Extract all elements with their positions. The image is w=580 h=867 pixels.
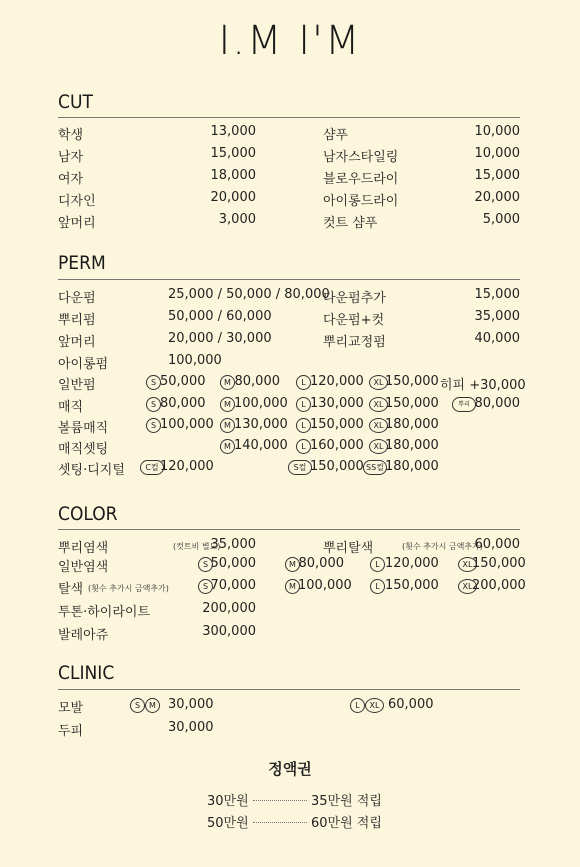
perm-extra-price: 80,000 xyxy=(474,396,520,411)
cut-item-name: 남자 xyxy=(58,150,84,165)
perm-price-m: 80,000 xyxy=(234,374,280,389)
perm-item-name: 뿌리펌 xyxy=(58,313,96,328)
perm-price: 120,000 xyxy=(160,459,214,474)
prepaid-get: 60만원 적립 xyxy=(311,816,382,831)
perm-price: 150,000 xyxy=(310,459,364,474)
color-item-name: 일반염색 xyxy=(58,560,109,575)
perm-price: 180,000 xyxy=(385,459,439,474)
size-m-badge: M xyxy=(145,698,160,713)
cut-item-price: 10,000 xyxy=(474,124,520,139)
cut-item-name: 학생 xyxy=(58,128,84,143)
c-curl-badge: C컬 xyxy=(140,460,164,475)
size-xl-badge: XL xyxy=(369,375,388,390)
cut-item-price: 18,000 xyxy=(210,168,256,183)
perm-item-name: 뿌리교정펌 xyxy=(323,335,386,350)
perm-price-s: 100,000 xyxy=(160,417,214,432)
ss-curl-badge: SS컬 xyxy=(363,460,387,475)
color-note: (횟수 추가시 금액추가) xyxy=(88,584,169,593)
perm-price-xl: 180,000 xyxy=(385,417,439,432)
color-price-m: 80,000 xyxy=(298,556,344,571)
perm-item-price: 20,000 / 30,000 xyxy=(168,331,272,346)
color-price-xl: 200,000 xyxy=(472,578,526,593)
prepaid-title: 정액권 xyxy=(268,760,312,778)
perm-item-name: 앞머리 xyxy=(58,335,96,350)
perm-price-s: 50,000 xyxy=(160,374,206,389)
s-curl-badge: S컬 xyxy=(288,460,312,475)
cut-item-price: 15,000 xyxy=(474,168,520,183)
color-note: (횟수 추가시 금액추가) xyxy=(402,542,483,551)
cut-item-price: 13,000 xyxy=(210,124,256,139)
perm-price-m: 100,000 xyxy=(234,396,288,411)
size-l-badge: L xyxy=(296,375,311,390)
perm-item-name: 다운펌+컷 xyxy=(323,313,385,328)
color-note: (컷트비 별도) xyxy=(173,542,221,551)
size-l-badge: L xyxy=(296,418,311,433)
cut-item-name: 남자스타일링 xyxy=(323,150,399,165)
perm-item-price: 35,000 xyxy=(474,309,520,324)
size-s-badge: S xyxy=(146,375,161,390)
color-item-name: 탈색 xyxy=(58,582,84,597)
perm-item-name: 다운펌 xyxy=(58,291,96,306)
perm-price-l: 130,000 xyxy=(310,396,364,411)
color-item-name: 뿌리탈색 xyxy=(323,541,374,556)
clinic-price: 60,000 xyxy=(388,697,434,712)
size-xl-badge: XL xyxy=(369,418,388,433)
perm-item-name: 매직셋팅 xyxy=(58,442,109,457)
cut-item-price: 15,000 xyxy=(210,146,256,161)
perm-price-m: 130,000 xyxy=(234,417,288,432)
prepaid-pay: 30만원 xyxy=(207,794,249,809)
clinic-item-name: 모발 xyxy=(58,701,84,716)
clinic-price: 30,000 xyxy=(168,697,214,712)
cut-item-price: 5,000 xyxy=(482,212,520,227)
perm-item-price: 25,000 / 50,000 / 80,000 xyxy=(168,287,330,302)
section-title-cut: CUT xyxy=(58,91,93,113)
cut-item-name: 여자 xyxy=(58,172,84,187)
color-price-s: 50,000 xyxy=(210,556,256,571)
perm-item-price: 40,000 xyxy=(474,331,520,346)
size-l-badge: L xyxy=(296,397,311,412)
cut-item-name: 앞머리 xyxy=(58,216,96,231)
section-title-clinic: CLINIC xyxy=(58,662,115,684)
size-xl-badge: XL xyxy=(458,557,477,572)
size-l-badge: L xyxy=(370,579,385,594)
size-m-badge: M xyxy=(220,418,235,433)
perm-item-price: 50,000 / 60,000 xyxy=(168,309,272,324)
cut-item-name: 디자인 xyxy=(58,194,96,209)
perm-item-price: 100,000 xyxy=(168,353,222,368)
size-s-badge: S xyxy=(146,418,161,433)
perm-price-m: 140,000 xyxy=(234,438,288,453)
perm-item-name: 일반펌 xyxy=(58,378,96,393)
perm-item-name: 셋팅·디지털 xyxy=(58,463,125,478)
size-s-badge: S xyxy=(130,698,145,713)
size-s-badge: S xyxy=(146,397,161,412)
clinic-price: 30,000 xyxy=(168,720,214,735)
size-l-badge: L xyxy=(296,439,311,454)
color-item-name: 발레아쥬 xyxy=(58,628,109,643)
perm-price-l: 120,000 xyxy=(310,374,364,389)
cut-item-name: 블로우드라이 xyxy=(323,172,399,187)
perm-price-l: 160,000 xyxy=(310,438,364,453)
color-price-xl: 150,000 xyxy=(472,556,526,571)
size-xl-badge: XL xyxy=(369,397,388,412)
cut-item-price: 3,000 xyxy=(218,212,256,227)
color-price-l: 120,000 xyxy=(385,556,439,571)
perm-price-s: 80,000 xyxy=(160,396,206,411)
perm-price-xl: 150,000 xyxy=(385,396,439,411)
size-m-badge: M xyxy=(220,439,235,454)
cut-item-name: 아이롱드라이 xyxy=(323,194,399,209)
cut-item-name: 컷트 샴푸 xyxy=(323,216,378,231)
perm-price-xl: 150,000 xyxy=(385,374,439,389)
size-m-badge: M xyxy=(220,397,235,412)
color-price: 300,000 xyxy=(202,624,256,639)
perm-extra: 히피 +30,000 xyxy=(440,378,526,393)
color-item-name: 뿌리염색 xyxy=(58,541,109,556)
color-price-s: 70,000 xyxy=(210,578,256,593)
perm-item-name: 아이롱펌 xyxy=(58,357,109,372)
section-title-perm: PERM xyxy=(58,252,106,274)
brand-logo: I.M I'M xyxy=(218,18,362,64)
prepaid-pay: 50만원 xyxy=(207,816,249,831)
color-price-l: 150,000 xyxy=(385,578,439,593)
size-m-badge: M xyxy=(285,579,300,594)
perm-price-l: 150,000 xyxy=(310,417,364,432)
divider xyxy=(58,529,520,530)
size-s-badge: S xyxy=(198,557,213,572)
perm-price-xl: 180,000 xyxy=(385,438,439,453)
cut-item-name: 샴푸 xyxy=(323,128,349,143)
color-price-m: 100,000 xyxy=(298,578,352,593)
dotted-leader xyxy=(253,800,307,801)
divider xyxy=(58,689,520,690)
size-xl-badge: XL xyxy=(369,439,388,454)
divider xyxy=(58,117,520,118)
color-item-name: 투톤·하이라이트 xyxy=(58,605,151,620)
size-m-badge: M xyxy=(285,557,300,572)
color-price: 200,000 xyxy=(202,601,256,616)
color-price: 60,000 xyxy=(474,537,520,552)
section-title-color: COLOR xyxy=(58,503,118,525)
cut-item-price: 20,000 xyxy=(210,190,256,205)
size-l-badge: L xyxy=(350,698,365,713)
clinic-item-name: 두피 xyxy=(58,724,84,739)
prepaid-get: 35만원 적립 xyxy=(311,794,382,809)
divider xyxy=(58,279,520,280)
perm-item-name: 매직 xyxy=(58,400,84,415)
size-m-badge: M xyxy=(220,375,235,390)
color-price: 35,000 xyxy=(210,537,256,552)
size-s-badge: S xyxy=(198,579,213,594)
perm-item-name: 볼륨매직 xyxy=(58,421,109,436)
cut-item-price: 10,000 xyxy=(474,146,520,161)
cut-item-price: 20,000 xyxy=(474,190,520,205)
root-badge: 뿌리 xyxy=(452,397,476,412)
size-l-badge: L xyxy=(370,557,385,572)
size-xl-badge: XL xyxy=(365,698,384,713)
size-xl-badge: XL xyxy=(458,579,477,594)
dotted-leader xyxy=(253,822,307,823)
perm-item-name: 다운펌추가 xyxy=(323,291,386,306)
perm-item-price: 15,000 xyxy=(474,287,520,302)
